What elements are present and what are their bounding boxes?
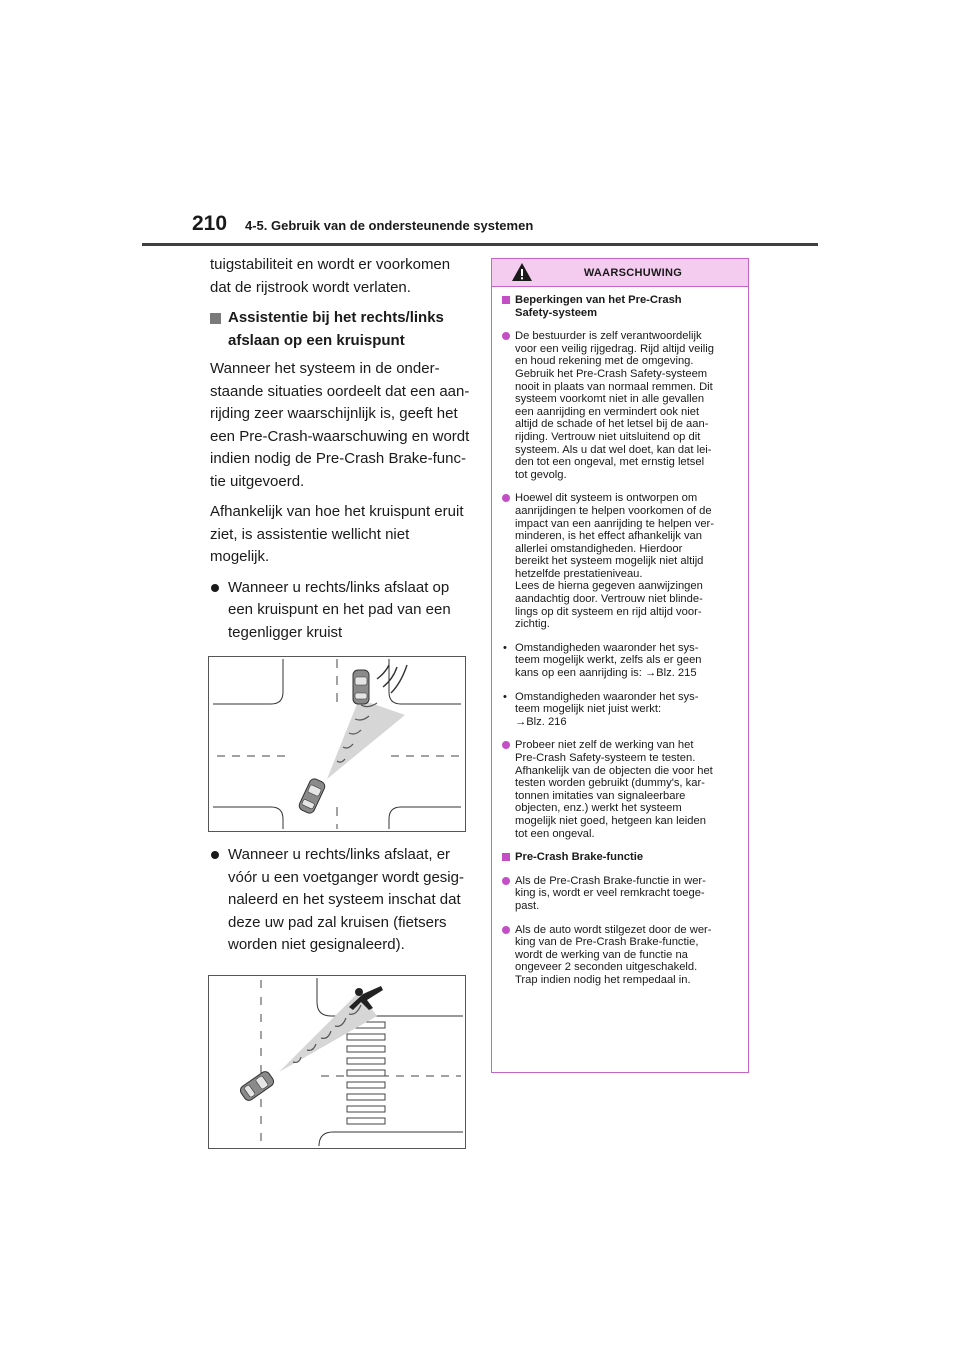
- warning-body: [492, 287, 748, 987]
- warning-text-line: past.: [515, 899, 540, 912]
- warning-text-line: Omstandigheden waaronder het sys-: [515, 641, 699, 654]
- warning-text-line: Afhankelijk van de objecten die voor het: [515, 764, 713, 777]
- square-bullet-icon: [502, 853, 510, 861]
- warning-box: [491, 258, 749, 1073]
- warning-text-line: lings op dit systeem en rijd altijd voor-: [515, 605, 702, 618]
- warning-text-line: Trap indien nodig het rempedaal in.: [515, 973, 691, 986]
- warning-text-line: tot een ongeval.: [515, 827, 595, 840]
- bullet-dot-icon: [211, 584, 219, 592]
- warning-text-line: teem mogelijk niet juist werkt:: [515, 703, 662, 716]
- warning-text-line: tot gevolg.: [515, 468, 567, 481]
- warning-triangle-icon: [511, 262, 533, 282]
- warning-text-line: den tot een ongeval, met ernstig letsel: [515, 456, 705, 469]
- warning-text-line: bereikt het systeem mogelijk niet altijd: [515, 555, 704, 568]
- warning-text-line: minderen, is het effect afhankelijk van: [515, 530, 702, 543]
- warning-text-line: impact van een aanrijding te helpen ver-: [515, 517, 715, 530]
- warning-text-line: Pre-Crash Safety-systeem te testen.: [515, 752, 696, 764]
- warning-text-line: Lees de hierna gegeven aanwijzingen: [515, 580, 703, 593]
- header-rule: [142, 243, 818, 246]
- bullet-dot-icon: [502, 877, 510, 885]
- warning-item: [502, 294, 738, 319]
- pedestrian-crossing-diagram: [208, 975, 466, 1149]
- warning-text-line: Beperkingen van het Pre-Crash: [515, 294, 682, 306]
- bullet-pedestrian: Wanneer u rechts/links afslaat, er vóór u een voetganger wordt gesig- naleerd en het systeem inschat dat deze uw pad zal kruisen (fietsers worden niet gesignaleerd).: [210, 844, 472, 957]
- small-bullet-icon: •: [503, 641, 507, 654]
- warning-item: [502, 851, 738, 864]
- warning-text-line: voor een veilig rijgedrag. Rijd altijd veilig: [515, 342, 714, 355]
- warning-text-line: →Blz. 216: [515, 715, 567, 728]
- paragraph-conditions: Wanneer het systeem in de onder- staande situaties oordeelt dat een aan- rijding zeer waarschijnlijk is, geeft het een Pre-Crash-waarschuwing en wordt indien nodig de Pre-Crash Brake-func- tie uitgevoerd.: [210, 360, 470, 490]
- left-column: [210, 254, 472, 1161]
- square-bullet-icon: [210, 313, 221, 324]
- warning-item: [502, 739, 738, 840]
- bullet-oncoming: Wanneer u rechts/links afslaat op een kruispunt en het pad van een tegenligger kruist: [210, 577, 472, 645]
- warning-text-line: teem mogelijk werkt, zelfs als er geen: [515, 654, 702, 667]
- warning-text-line: wordt de werking van de functie na: [515, 948, 688, 961]
- warning-text-line: nooit in plaats van normaal remmen. Dit: [515, 380, 713, 393]
- warning-text-line: aanrijdingen te helpen voorkomen of de: [515, 504, 712, 517]
- warning-item: [502, 924, 738, 987]
- warning-text-line: Hoewel dit systeem is ontworpen om: [515, 492, 698, 505]
- subheading: Assistentie bij het rechts/links afslaan op een kruispunt: [210, 307, 472, 352]
- warning-text-line: Omstandigheden waaronder het sys-: [515, 690, 699, 703]
- warning-header: [492, 259, 748, 287]
- warning-text-line: zichtig.: [515, 618, 550, 631]
- warning-text-line: hetzelfde prestatieniveau.: [515, 567, 643, 580]
- warning-text-line: kans op een aanrijding is: →Blz. 215: [515, 667, 697, 680]
- warning-text-line: systeem. Als u dat wel doet, kan dat lei-: [515, 443, 712, 456]
- warning-text-line: king is, wordt er veel remkracht toege-: [515, 887, 705, 900]
- warning-text-line: Pre-Crash Brake-functie: [515, 851, 644, 864]
- warning-text-line: Gebruik het Pre-Crash Safety-systeem: [515, 367, 708, 380]
- warning-item: [502, 492, 738, 631]
- warning-text-line: objecten, enz.) werkt het systeem: [515, 802, 682, 815]
- warning-text-line: Probeer niet zelf de werking van het: [515, 739, 694, 752]
- warning-text-line: king van de Pre-Crash Brake-functie,: [515, 936, 699, 949]
- warning-text-line: systeem voorkomt niet in alle gevallen: [515, 393, 705, 406]
- warning-item: [502, 330, 738, 481]
- bullet-dot-icon: [502, 741, 510, 749]
- paragraph-intersection: Afhankelijk van hoe het kruispunt eruit ziet, is assistentie wellicht niet mogelijk.: [210, 503, 464, 565]
- warning-text-line: rijding. Vertrouw niet uitsluitend op dit: [515, 430, 701, 443]
- warning-text-line: ongeveer 2 seconden uitgeschakeld.: [515, 961, 698, 974]
- bullet-dot-icon: [502, 332, 510, 340]
- intro-paragraph: tuigstabiliteit en wordt er voorkomen dat de rijstrook wordt verlaten.: [210, 256, 451, 296]
- warning-text-line: allerlei omstandigheden. Hierdoor: [515, 542, 683, 555]
- intersection-oncoming-diagram: [208, 656, 466, 832]
- warning-item: [502, 875, 738, 913]
- warning-text-line: testen worden gebruikt (dummy's, kar-: [515, 777, 705, 790]
- warning-text-line: Als de Pre-Crash Brake-functie in wer-: [515, 874, 706, 887]
- warning-text-line: Safety-systeem: [515, 306, 598, 319]
- warning-item: [502, 691, 738, 729]
- warning-text-line: aandachtig door. Vertrouw niet blinde-: [515, 593, 703, 606]
- bullet-dot-icon: [502, 494, 510, 502]
- warning-text-line: Als de auto wordt stilgezet door de wer-: [515, 923, 712, 936]
- warning-text-line: De bestuurder is zelf verantwoordelijk: [515, 330, 702, 343]
- small-bullet-icon: •: [503, 690, 507, 703]
- page-number: 210: [192, 212, 228, 235]
- section-title: 4-5. Gebruik van de ondersteunende systemen: [245, 218, 534, 233]
- warning-text-line: een aanrijding en vermindert ook niet: [515, 405, 700, 418]
- square-bullet-icon: [502, 296, 510, 304]
- warning-text-line: tonnen imitaties van signaleerbare: [515, 789, 686, 802]
- warning-item: [502, 642, 738, 680]
- warning-text-line: mogelijk niet goed, hetgeen kan leiden: [515, 814, 706, 827]
- warning-title: WAARSCHUWING: [583, 266, 683, 279]
- warning-text-line: en houd rekening met de omgeving.: [515, 355, 694, 368]
- bullet-dot-icon: [502, 926, 510, 934]
- warning-text-line: altijd de schade of het letsel bij de aan-: [515, 418, 709, 431]
- bullet-dot-icon: [211, 851, 219, 859]
